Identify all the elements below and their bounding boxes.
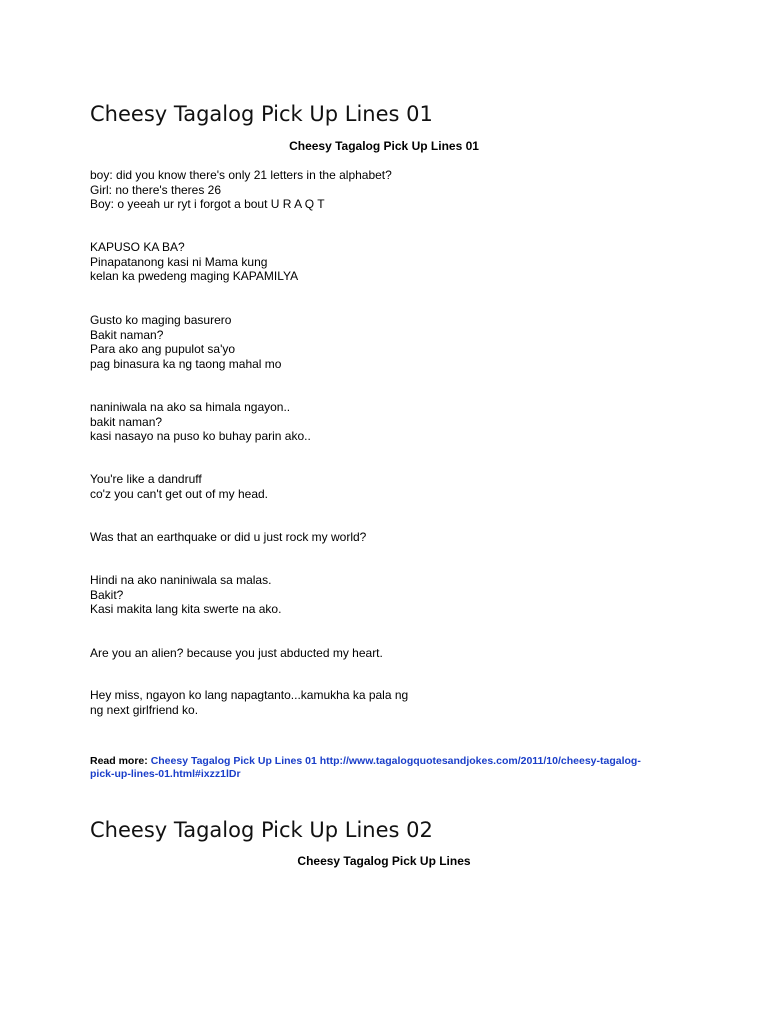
pickup-line-block xyxy=(90,400,690,444)
text-line: Boy: o yeeah ur ryt i forgot a bout U R A Q T xyxy=(90,197,325,211)
read-more-title-link[interactable]: Cheesy Tagalog Pick Up Lines 01 xyxy=(150,755,317,767)
read-more-note xyxy=(90,755,650,780)
text-line: Pinapatanong kasi ni Mama kung xyxy=(90,254,268,269)
pickup-line-block xyxy=(90,472,690,501)
pickup-line-block xyxy=(90,240,690,284)
section-heading: Cheesy Tagalog Pick Up Lines 01 xyxy=(90,102,433,126)
text-line: kasi nasayo na puso ko buhay parin ako.. xyxy=(90,429,311,443)
pickup-line-block xyxy=(90,646,690,661)
pickup-line-block xyxy=(90,313,690,371)
text-line: pag binasura ka ng taong mahal mo xyxy=(90,356,282,371)
text-line: Bakit? xyxy=(90,587,124,602)
text-line: Hey miss, ngayon ko lang napagtanto...kamukha ka pala ng xyxy=(90,688,409,702)
pickup-line-block xyxy=(90,168,690,212)
text-line: Was that an earthquake or did u just rock my world? xyxy=(90,530,367,544)
text-line: Hindi na ako naniniwala sa malas. xyxy=(90,573,272,587)
text-line: bakit naman? xyxy=(90,414,163,429)
text-line: boy: did you know there's only 21 letters in the alphabet? xyxy=(90,168,392,182)
text-line: KAPUSO KA BA? xyxy=(90,240,185,254)
text-line: Para ako ang pupulot sa'yo xyxy=(90,342,236,356)
section-subheading: Cheesy Tagalog Pick Up Lines 01 xyxy=(289,139,479,153)
pickup-line-block xyxy=(90,530,690,545)
text-line: co'z you can't get out of my head. xyxy=(90,486,269,501)
section-subheading: Cheesy Tagalog Pick Up Lines xyxy=(297,854,471,868)
text-line: ng next girlfriend ko. xyxy=(90,702,199,717)
text-line: Girl: no there's theres 26 xyxy=(90,182,222,197)
text-line: Are you an alien? because you just abducted my heart. xyxy=(90,646,383,660)
pickup-line-block xyxy=(90,688,690,717)
pickup-line-block xyxy=(90,573,690,617)
section-heading: Cheesy Tagalog Pick Up Lines 02 xyxy=(90,818,433,842)
text-line: naniniwala na ako sa himala ngayon.. xyxy=(90,400,291,414)
read-more-label: Read more: xyxy=(90,755,148,767)
read-more-url-link[interactable]: http://www.tagalogquotesandjokes.com/2011/10/cheesy-tagalog-pick-up-lines-01.html#ixzz1lDr xyxy=(90,755,641,780)
text-line: Gusto ko maging basurero xyxy=(90,313,232,327)
text-line: Bakit naman? xyxy=(90,327,164,342)
text-line: Kasi makita lang kita swerte na ako. xyxy=(90,602,282,616)
text-line: You're like a dandruff xyxy=(90,472,202,486)
text-line: kelan ka pwedeng maging KAPAMILYA xyxy=(90,269,299,283)
